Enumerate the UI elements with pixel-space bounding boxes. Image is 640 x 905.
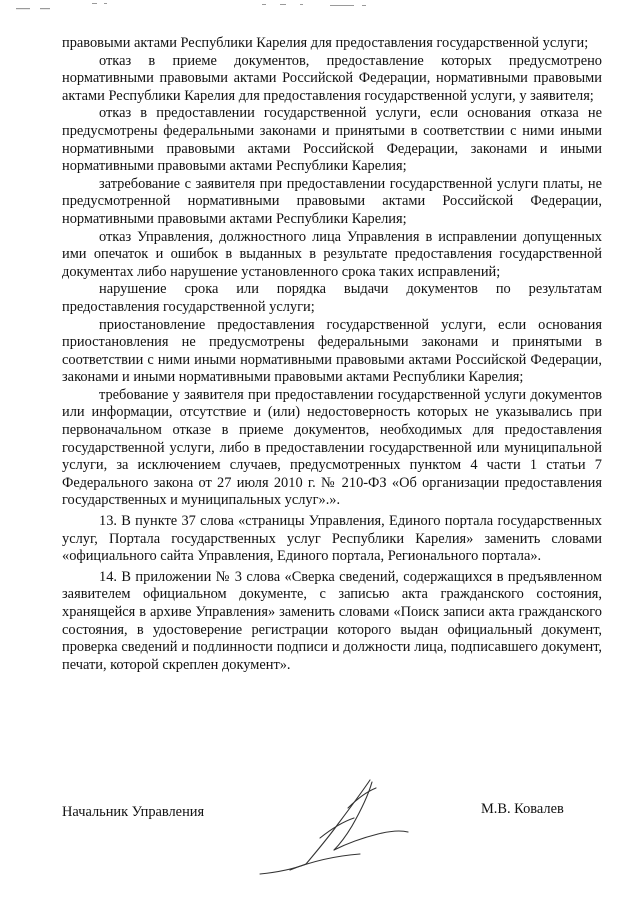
- document-body: [62, 35, 602, 674]
- paragraph-correction-refusal: отказ Управления, должностного лица Управления в исправлении допущенных ими опечаток и ошибок в выданных в результате предоставления государственной документах либо нарушение установленного срока таких исправлений;: [62, 228, 602, 280]
- paragraph-refusal-service: отказ в предоставлении государственной услуги, если основания отказа не предусмотрены федеральными законами и принятыми в соответствии с ними иными нормативными правовыми актами Российской Федерации, законами и иными нормативными правовыми актами Республики Карелия;: [62, 105, 602, 175]
- paragraph-item-13: 13. В пункте 37 слова «страницы Управления, Единого портала государственных услуг, Портала государственных услуг Республики Карелия» заменить словами «официального сайта Управления, Единого портала, Регионального портала».: [62, 513, 602, 565]
- signature-block: [0, 798, 640, 888]
- paragraph-item-14: 14. В приложении № 3 слова «Сверка сведений, содержащихся в предъявленном заявителем официальном документе, с записью акта гражданского состояния, хранящейся в архиве Управления» заменить словами «Поиск записи акта гражданского состояния, в удостоверение регистрации которого выдан официальный документ, проверка сведений и подлинности подписи и должности лица, подписавшего документ, печати, которой скреплен документ».: [62, 568, 602, 673]
- paragraph-refusal-documents: отказ в приеме документов, предоставление которых предусмотрено нормативными правовыми актами Российской Федерации, нормативными правовыми актами Республики Карелия для предоставления государственной услуги, у заявителя;: [62, 52, 602, 104]
- scan-artifacts: [0, 0, 640, 12]
- paragraph-continuation: правовыми актами Республики Карелия для предоставления государственной услуги;: [62, 35, 589, 51]
- paragraph-information-demand: требование у заявителя при предоставлении государственной услуги документов или информации, отсутствие и (или) недостоверность которых не указывались при первоначальном отказе в приеме документов, необходимых для предоставления государственной услуги, либо в предоставлении государственной или муниципальной услуги, за исключением случаев, предусмотренных пунктом 4 части 1 статьи 7 Федерального закона от 27 июля 2010 г. № 210-ФЗ «Об организации предоставления государственных и муниципальных услуг».».: [62, 386, 602, 509]
- signatory-role: Начальник Управления: [62, 804, 205, 820]
- paragraph-deadline-violation: нарушение срока или порядка выдачи документов по результатам предоставления государственной услуги;: [62, 281, 602, 315]
- paragraph-suspension: приостановление предоставления государственной услуги, если основания приостановления не предусмотрены федеральными законами и принятыми в соответствии с ними иными нормативными правовыми актами Российской Федерации, законами и иными нормативными правовыми актами Республики Карелия;: [62, 316, 602, 386]
- signatory-name: М.В. Ковалев: [481, 801, 564, 817]
- handwritten-signature: [250, 778, 430, 878]
- paragraph-fee-demand: затребование с заявителя при предоставлении государственной услуги платы, не предусмотренной нормативными правовыми актами Российской Федерации, нормативными правовыми актами Республики Карелия;: [62, 175, 602, 227]
